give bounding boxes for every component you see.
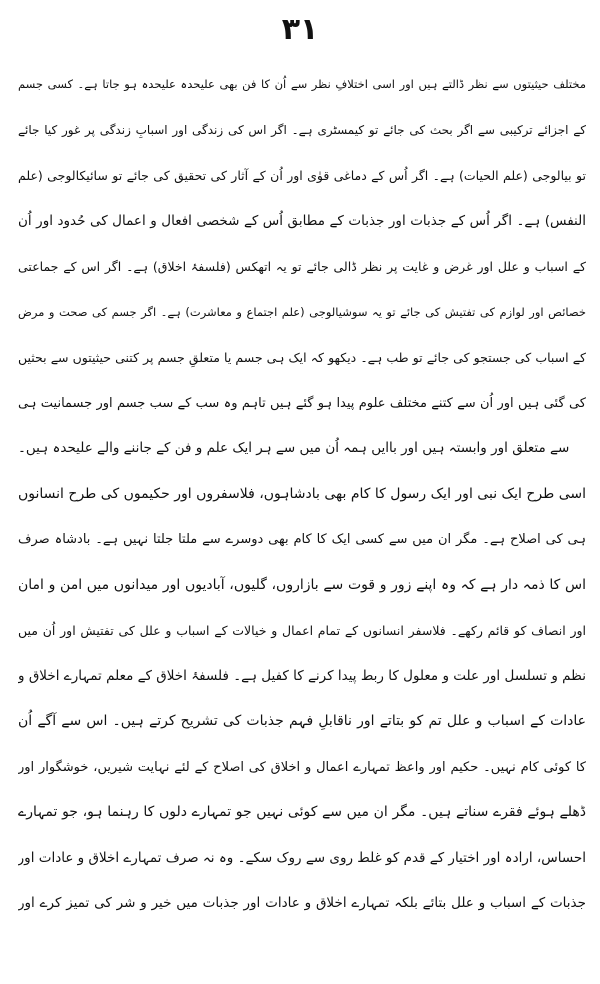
text-line: اور انصاف کو قائم رکھے۔ فلاسفر انسانوں کے تمام اعمال و خیالات کے اسباب و علل کی تفتیش اور اُن میں [18, 623, 586, 638]
text-line: مختلف حیثیتوں سے نظر ڈالتے ہیں اور اسی اختلافِ نظر سے اُن کا فن بھی علیحدہ علیحدہ ہو جاتا ہے۔ کسی جسم [18, 77, 586, 91]
text-line: کے اسباب و علل اور غرض و غایت پر نظر ڈالی جائے تو یہ اتھکس (فلسفۂ اخلاق) ہے۔ اگر اس کے جماعتی [18, 259, 586, 274]
text-line: النفس) ہے۔ اگر اُس کے جذبات اور جذبات کے مطابق اُس کے شخصی افعال و اعمال کی حُدود اور اُن [18, 212, 586, 229]
text-line: ڈھلے ہوئے فقرے سناتے ہیں۔ مگر ان میں سے کوئی نہیں جو تمہارے دلوں کا رہنما ہو، جو تمہارے [18, 804, 586, 820]
text-line: نظم و تسلسل اور علت و معلول کا ربط پیدا کرنے کا کفیل ہے۔ فلسفۂ اخلاق کے معلم تمہارے اخلاق و [18, 667, 586, 684]
body-text [18, 62, 586, 927]
text-line: کے اجزائے ترکیبی سے اگر بحث کی جائے تو کیمسٹری ہے۔ اگر اس کی زندگی اور اسبابِ زندگی پر غور کیا جائے [18, 122, 586, 137]
text-line: تو بیالوجی (علم الحیات) ہے۔ اگر اُس کے دماغی قوٰی اور اُن کے آثار کی تحقیق کی جائے تو سائیکالوجی (علم [18, 168, 586, 183]
page-number: ۳۱ [281, 12, 319, 47]
text-line: اسی طرح ایک نبی اور ایک رسول کا کام بھی بادشاہوں، فلاسفروں اور حکیموں کی طرح انسانوں [18, 485, 586, 502]
text-line: کے اسباب کی جستجو کی جائے تو طب ہے۔ دیکھو کہ ایک ہی جسم یا متعلقِ جسم پر کتنی حیثیتوں سے بحثیں [18, 350, 586, 365]
text-line: ہی کی اصلاح ہے۔ مگر ان میں سے کسی ایک کا کام بھی دوسرے سے ملتا جلتا نہیں ہے۔ بادشاہ صرف [18, 532, 586, 547]
text-line: خصائص اور لوازم کی تفتیش کی جائے تو یہ سوشیالوجی (علم اجتماع و معاشرت) ہے۔ اگر جسم کی صحت و مرض [18, 304, 586, 319]
text-line: سے متعلق اور وابستہ ہیں اور باایں ہمہ اُن میں سے ہر ایک علم و فن کے جاننے والے علیحدہ ہیں۔ [18, 440, 570, 456]
text-line: کی گئی ہیں اور اُن سے کتنے مختلف علوم پیدا ہو گئے ہیں تاہم وہ سب کے سب جسم اور جسمانیت ہی [18, 395, 586, 411]
text-line: اس کا ذمہ دار ہے کہ وہ اپنے زور و قوت سے بازاروں، گلیوں، آبادیوں اور میدانوں میں امن و امان [18, 576, 586, 593]
text-line: کا کوئی کام نہیں۔ حکیم اور واعظ تمہارے اعمال و اخلاق کی اصلاح کے لئے نہایت شیریں، خوشگوار اور [18, 759, 586, 775]
text-line: عادات کے اسباب و علل تم کو بتاتے اور ناقابلِ فہم جذبات کی تشریح کرتے ہیں۔ اس سے آگے اُن [18, 713, 586, 729]
text-line: جذبات کے اسباب و علل بتائے بلکہ تمہارے اخلاق و عادات اور جذبات میں خیر و شر کی تمیز کرے اور [18, 895, 586, 911]
text-line: احساس، ارادہ اور اختیار کے قدم کو غلط روی سے روک سکے۔ وہ نہ صرف تمہارے اخلاق و عادات اور [18, 849, 586, 866]
